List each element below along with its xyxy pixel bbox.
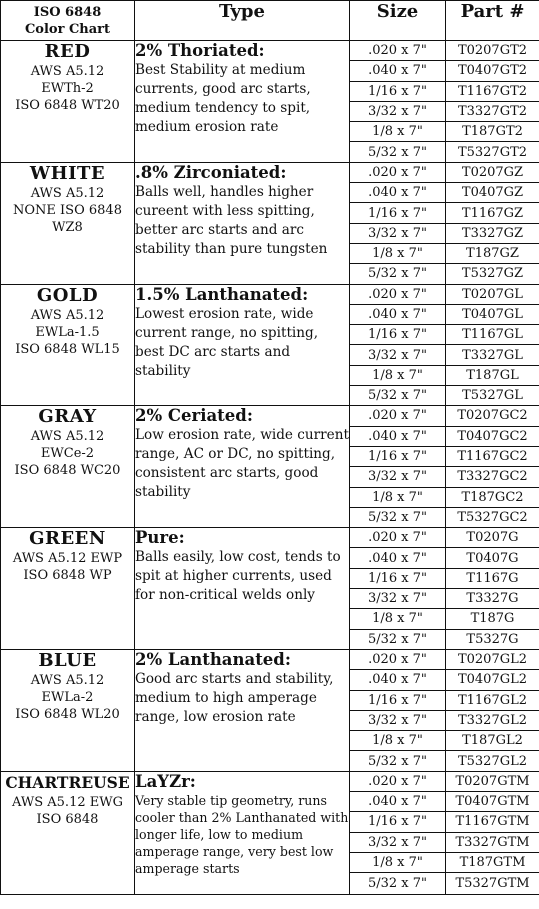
part-number-cell: T1167G bbox=[446, 568, 539, 588]
color-cell bbox=[1, 41, 135, 163]
color-name: CHARTREUSE bbox=[5, 772, 130, 792]
table-row bbox=[1, 41, 539, 61]
part-number-cell: T5327GZ bbox=[446, 264, 539, 284]
part-number-cell: T0407GL2 bbox=[446, 670, 539, 690]
type-description: Balls easily, low cost, tends to spit at higher currents, used for non-critical welds only bbox=[135, 549, 341, 604]
part-number-cell: T5327GTM bbox=[446, 873, 539, 895]
spec-line: AWS A5.12 bbox=[30, 672, 105, 688]
table-row bbox=[1, 649, 539, 669]
type-description: Good arc starts and stability, medium to high amperage range, low erosion rate bbox=[135, 670, 334, 725]
part-number-cell: T0207GL2 bbox=[446, 649, 539, 669]
spec-line: ISO 6848 WC20 bbox=[14, 463, 121, 479]
size-cell: 5/32 x 7" bbox=[350, 386, 446, 406]
size-cell: 1/16 x 7" bbox=[350, 81, 446, 101]
type-title: 2% Ceriated: bbox=[135, 406, 253, 426]
spec-line: AWS A5.12 bbox=[30, 64, 105, 79]
header-color-line1: ISO 6848 bbox=[33, 4, 102, 20]
size-cell: 1/8 x 7" bbox=[350, 731, 446, 751]
type-description: Low erosion rate, wide current range, AC or DC, no spitting, consistent arc starts, good stability bbox=[135, 427, 349, 501]
size-cell: .020 x 7" bbox=[350, 162, 446, 182]
spec-line: ISO 6848 WL15 bbox=[15, 341, 120, 357]
part-number-cell: T3327GL bbox=[446, 345, 539, 365]
size-cell: 5/32 x 7" bbox=[350, 873, 446, 895]
table-row bbox=[1, 406, 539, 426]
color-cell bbox=[1, 528, 135, 650]
color-name: RED bbox=[44, 41, 91, 62]
part-number-cell: T5327GC2 bbox=[446, 507, 539, 527]
spec-line: AWS A5.12 EWP bbox=[12, 551, 123, 567]
size-cell: 5/32 x 7" bbox=[350, 629, 446, 649]
type-cell bbox=[135, 41, 350, 163]
part-number-cell: T1167GL2 bbox=[446, 690, 539, 710]
part-number-cell: T0407G bbox=[446, 548, 539, 568]
color-cell bbox=[1, 162, 135, 284]
color-name: GOLD bbox=[36, 284, 99, 306]
part-number-cell: T5327GT2 bbox=[446, 142, 539, 162]
spec-line: AWS A5.12 bbox=[30, 429, 105, 445]
color-name: WHITE bbox=[29, 162, 106, 184]
size-cell: 5/32 x 7" bbox=[350, 142, 446, 162]
color-cell bbox=[1, 406, 135, 528]
size-cell: 5/32 x 7" bbox=[350, 264, 446, 284]
size-cell: .040 x 7" bbox=[350, 426, 446, 446]
part-number-cell: T0407GZ bbox=[446, 183, 539, 203]
spec-line: EWLa-2 bbox=[41, 689, 94, 705]
size-cell: 1/16 x 7" bbox=[350, 812, 446, 832]
part-number-cell: T0207GC2 bbox=[446, 406, 539, 426]
type-description: Balls well, handles higher cureent with less spitting, better arc starts and arc stability than pure tungsten bbox=[135, 183, 328, 257]
part-number-cell: T0207GT2 bbox=[446, 41, 539, 61]
color-name: GRAY bbox=[38, 406, 97, 428]
size-cell: 5/32 x 7" bbox=[350, 751, 446, 771]
size-cell: 1/16 x 7" bbox=[350, 568, 446, 588]
size-cell: 1/16 x 7" bbox=[350, 690, 446, 710]
color-name: GREEN bbox=[29, 528, 106, 550]
part-number-cell: T0207GL bbox=[446, 284, 539, 304]
size-cell: 3/32 x 7" bbox=[350, 467, 446, 487]
spec-line: ISO 6848 WT20 bbox=[15, 98, 120, 113]
part-number-cell: T0407GL bbox=[446, 304, 539, 324]
size-cell: 1/8 x 7" bbox=[350, 609, 446, 629]
table-row bbox=[1, 284, 539, 304]
part-number-cell: T187GL bbox=[446, 365, 539, 385]
part-number-cell: T3327GTM bbox=[446, 832, 539, 852]
part-number-cell: T0207G bbox=[446, 528, 539, 548]
size-cell: 5/32 x 7" bbox=[350, 507, 446, 527]
table-row bbox=[1, 771, 539, 791]
part-number-cell: T0407GT2 bbox=[446, 61, 539, 81]
size-cell: .020 x 7" bbox=[350, 284, 446, 304]
header-color bbox=[1, 1, 135, 41]
part-number-cell: T0407GTM bbox=[446, 791, 539, 811]
chart-body bbox=[1, 41, 539, 895]
header-color-line2: Color Chart bbox=[24, 21, 111, 37]
size-cell: .020 x 7" bbox=[350, 771, 446, 791]
type-description: Best Stability at medium currents, good arc starts, medium tendency to spit, medium erosion rate bbox=[135, 62, 311, 135]
spec-line: EWLa-1.5 bbox=[35, 324, 100, 340]
spec-line: ISO 6848 WL20 bbox=[15, 706, 120, 722]
size-cell: .020 x 7" bbox=[350, 41, 446, 61]
part-number-cell: T1167GZ bbox=[446, 203, 539, 223]
part-number-cell: T5327GL bbox=[446, 386, 539, 406]
type-title: Pure: bbox=[135, 528, 185, 548]
type-cell bbox=[135, 284, 350, 406]
size-cell: 1/16 x 7" bbox=[350, 446, 446, 466]
size-cell: .020 x 7" bbox=[350, 528, 446, 548]
header-row bbox=[1, 1, 539, 41]
type-title: 2% Lanthanated: bbox=[135, 649, 291, 669]
part-number-cell: T187GC2 bbox=[446, 487, 539, 507]
color-cell bbox=[1, 649, 135, 771]
size-cell: 1/16 x 7" bbox=[350, 325, 446, 345]
type-cell bbox=[135, 771, 350, 894]
part-number-cell: T187GL2 bbox=[446, 731, 539, 751]
size-cell: 3/32 x 7" bbox=[350, 589, 446, 609]
size-cell: 3/32 x 7" bbox=[350, 223, 446, 243]
size-cell: .040 x 7" bbox=[350, 791, 446, 811]
part-number-cell: T187G bbox=[446, 609, 539, 629]
type-title: LaYZr: bbox=[135, 771, 196, 791]
part-number-cell: T3327GL2 bbox=[446, 710, 539, 730]
size-cell: 1/8 x 7" bbox=[350, 487, 446, 507]
size-cell: 1/16 x 7" bbox=[350, 203, 446, 223]
size-cell: .020 x 7" bbox=[350, 649, 446, 669]
spec-line: ISO 6848 bbox=[36, 811, 99, 827]
spec-line: AWS A5.12 EWG bbox=[12, 794, 123, 810]
type-cell bbox=[135, 162, 350, 284]
size-cell: 3/32 x 7" bbox=[350, 101, 446, 121]
size-cell: .040 x 7" bbox=[350, 548, 446, 568]
type-description: Lowest erosion rate, wide current range, no spitting, best DC arc starts and stability bbox=[135, 305, 319, 379]
spec-line: EWCe-2 bbox=[40, 446, 95, 462]
header-size: Size bbox=[350, 1, 446, 41]
table-row bbox=[1, 528, 539, 548]
header-part: Part # bbox=[446, 1, 539, 41]
size-cell: 1/8 x 7" bbox=[350, 243, 446, 263]
color-cell bbox=[1, 771, 135, 894]
type-cell bbox=[135, 528, 350, 650]
part-number-cell: T1167GL bbox=[446, 325, 539, 345]
size-cell: 3/32 x 7" bbox=[350, 345, 446, 365]
type-title: 1.5% Lanthanated: bbox=[135, 284, 309, 304]
part-number-cell: T0207GZ bbox=[446, 162, 539, 182]
part-number-cell: T1167GTM bbox=[446, 812, 539, 832]
header-type: Type bbox=[135, 1, 350, 41]
size-cell: .020 x 7" bbox=[350, 406, 446, 426]
part-number-cell: T3327GZ bbox=[446, 223, 539, 243]
type-title: .8% Zirconiated: bbox=[135, 162, 287, 182]
size-cell: .040 x 7" bbox=[350, 183, 446, 203]
size-cell: .040 x 7" bbox=[350, 304, 446, 324]
spec-line: ISO 6848 WP bbox=[23, 568, 112, 584]
type-title: 2% Thoriated: bbox=[135, 41, 265, 60]
part-number-cell: T0207GTM bbox=[446, 771, 539, 791]
spec-line: AWS A5.12 bbox=[30, 307, 105, 323]
part-number-cell: T5327GL2 bbox=[446, 751, 539, 771]
part-number-cell: T1167GC2 bbox=[446, 446, 539, 466]
part-number-cell: T5327G bbox=[446, 629, 539, 649]
part-number-cell: T3327GC2 bbox=[446, 467, 539, 487]
size-cell: 3/32 x 7" bbox=[350, 710, 446, 730]
part-number-cell: T187GTM bbox=[446, 852, 539, 872]
size-cell: 1/8 x 7" bbox=[350, 122, 446, 142]
type-description: Very stable tip geometry, runs cooler than 2% Lanthanated with longer life, low to medium amperage range, very best low amperage starts bbox=[135, 792, 349, 876]
part-number-cell: T1167GT2 bbox=[446, 81, 539, 101]
size-cell: .040 x 7" bbox=[350, 61, 446, 81]
size-cell: 3/32 x 7" bbox=[350, 832, 446, 852]
table-row bbox=[1, 162, 539, 182]
spec-line: AWS A5.12 bbox=[30, 185, 105, 201]
size-cell: 1/8 x 7" bbox=[350, 852, 446, 872]
part-number-cell: T187GZ bbox=[446, 243, 539, 263]
spec-line: EWTh-2 bbox=[41, 81, 94, 96]
part-number-cell: T187GT2 bbox=[446, 122, 539, 142]
color-name: BLUE bbox=[38, 649, 97, 671]
part-number-cell: T3327G bbox=[446, 589, 539, 609]
size-cell: 1/8 x 7" bbox=[350, 365, 446, 385]
type-cell bbox=[135, 649, 350, 771]
part-number-cell: T3327GT2 bbox=[446, 101, 539, 121]
spec-line: WZ8 bbox=[52, 219, 83, 235]
type-cell bbox=[135, 406, 350, 528]
color-cell bbox=[1, 284, 135, 406]
part-number-cell: T0407GC2 bbox=[446, 426, 539, 446]
size-cell: .040 x 7" bbox=[350, 670, 446, 690]
spec-line: NONE ISO 6848 bbox=[13, 202, 122, 218]
